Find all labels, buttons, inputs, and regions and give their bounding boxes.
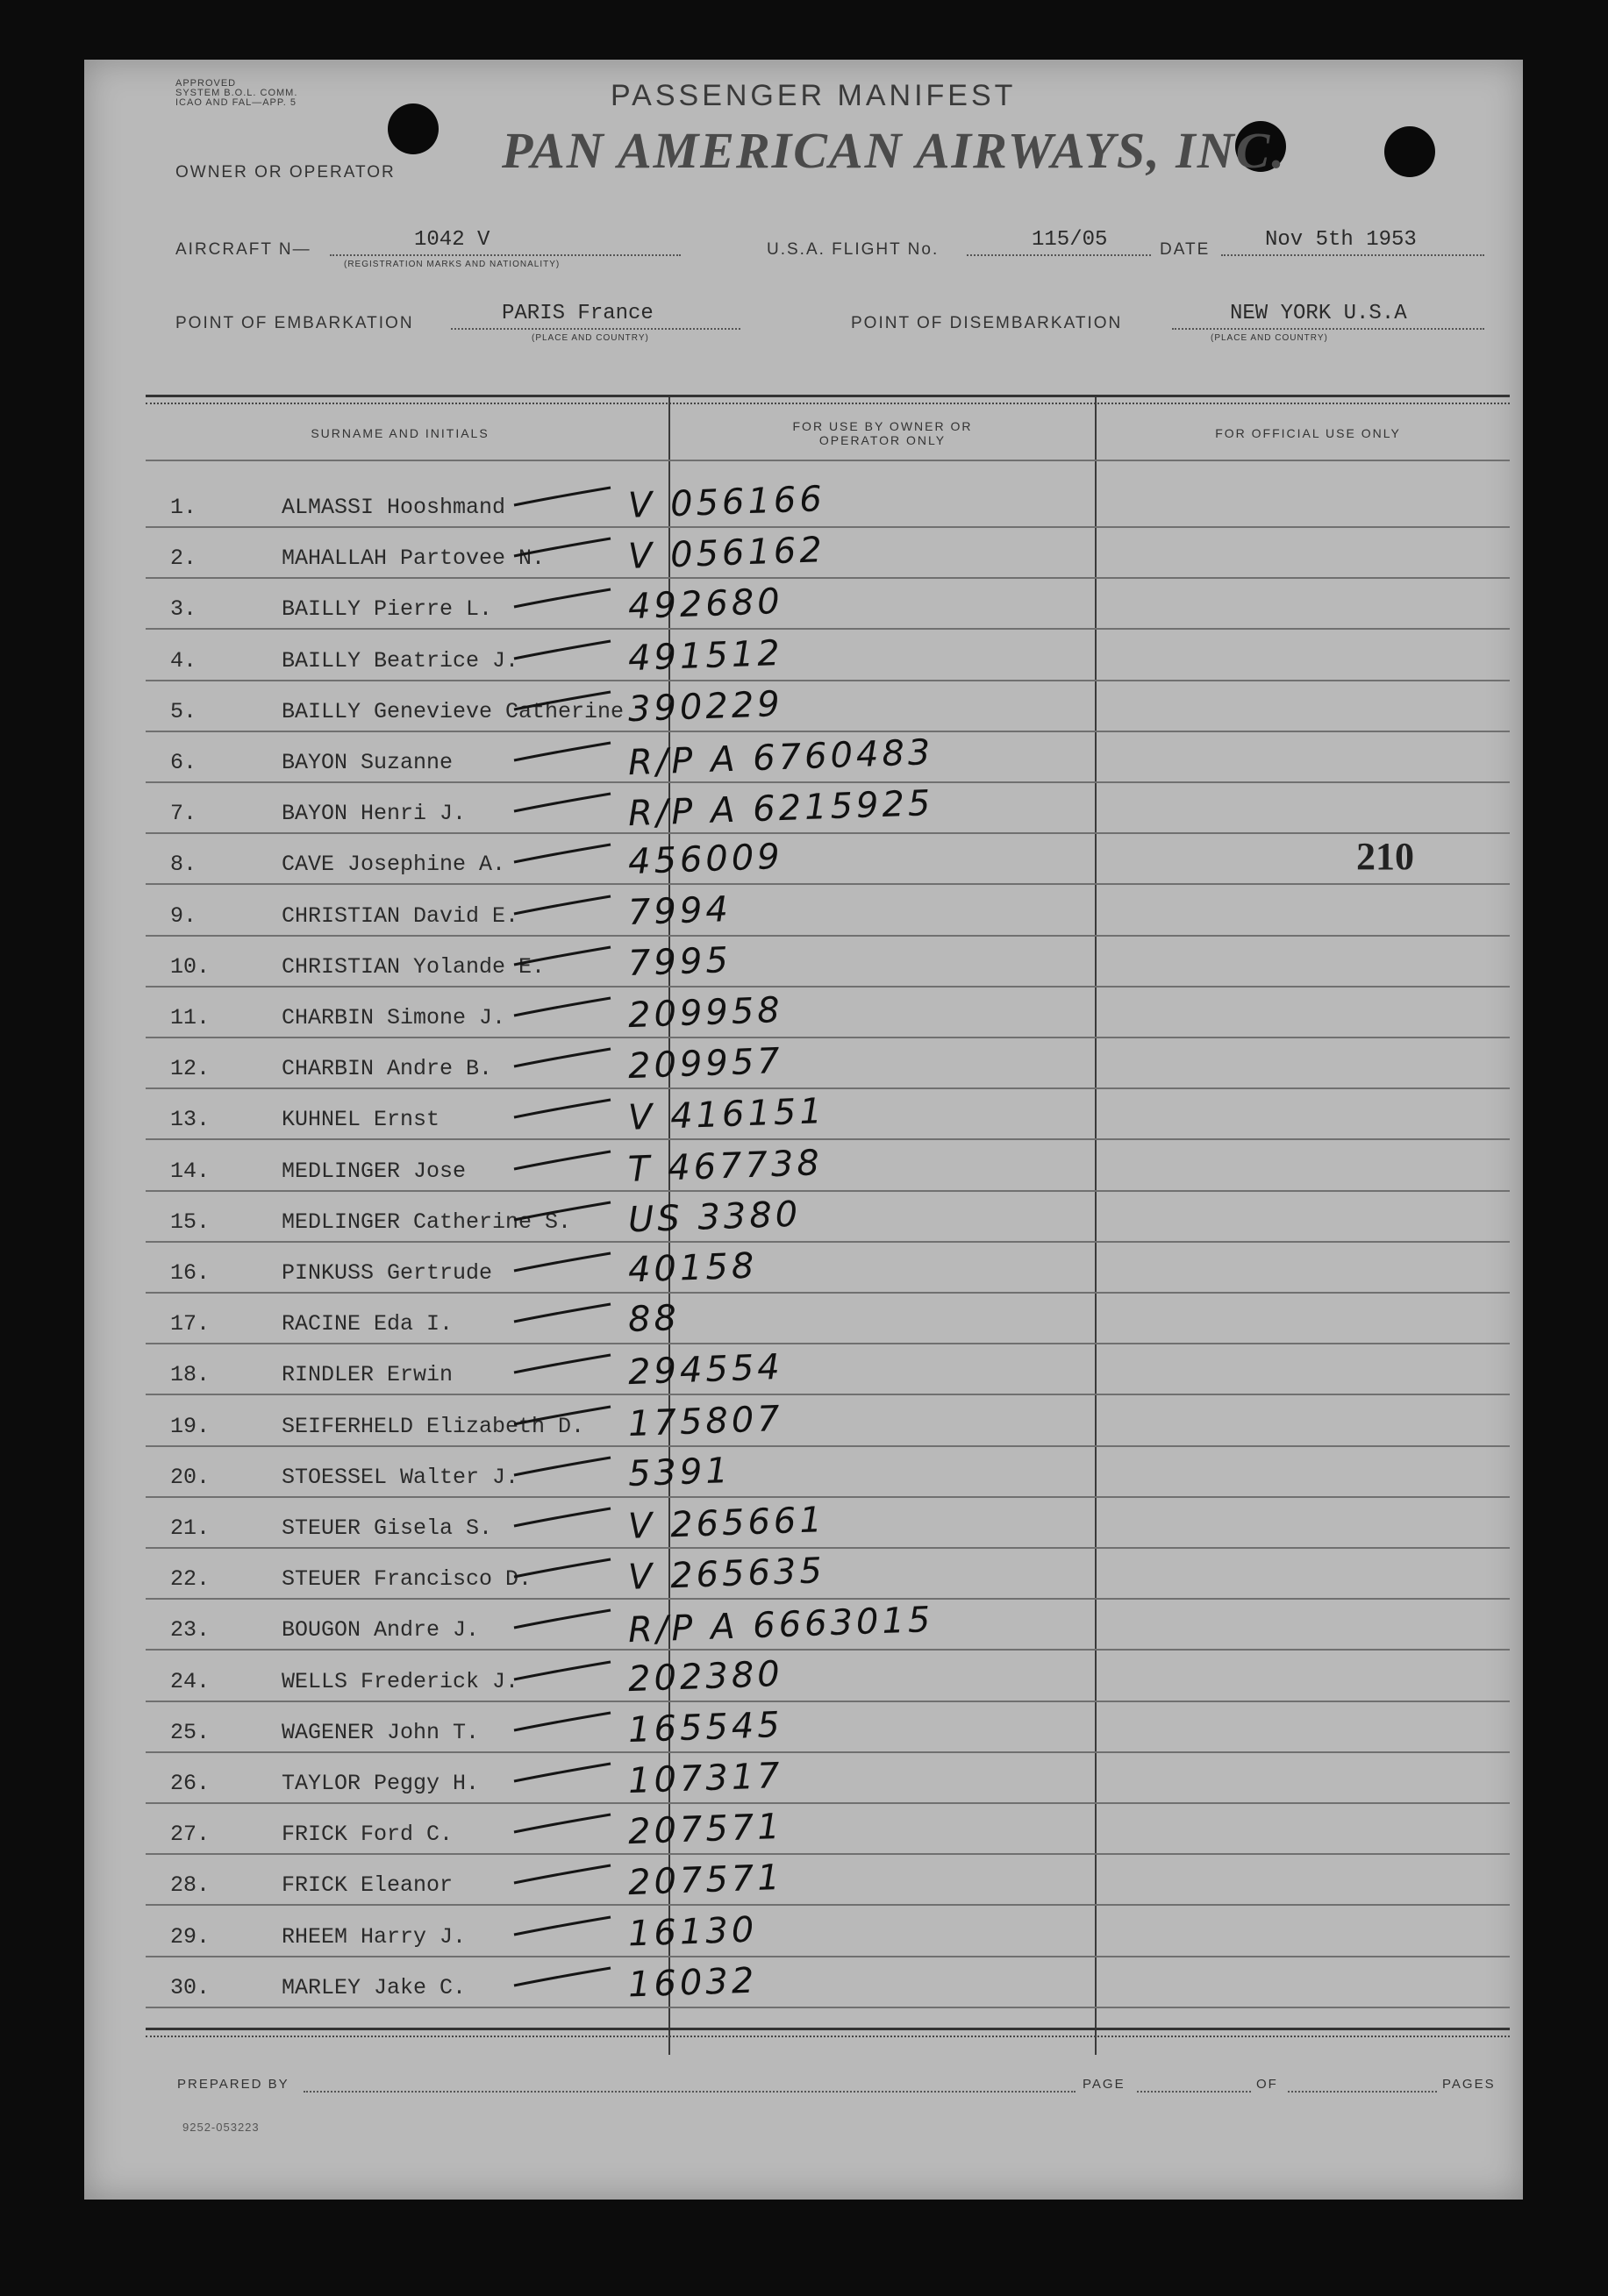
table-top-rule (146, 395, 1510, 404)
check-mark-icon (461, 1860, 615, 1886)
of-underline (1288, 2091, 1437, 2093)
table-row (146, 629, 1510, 681)
header-bottom-rule (146, 460, 1510, 461)
check-mark-icon (461, 1299, 615, 1325)
passport-number: V 056166 (627, 479, 826, 526)
passport-number: 7994 (627, 888, 733, 933)
table-bottom-rule (146, 2028, 1510, 2037)
passport-number: V 265661 (627, 1500, 826, 1547)
table-row (146, 1037, 1510, 1089)
table-row (146, 1547, 1510, 1600)
check-mark-icon (461, 1452, 615, 1479)
check-mark-icon (461, 687, 615, 713)
disembark-value: NEW YORK U.S.A (1230, 302, 1407, 325)
passport-number: V 265635 (627, 1551, 826, 1599)
aircraft-underline (330, 254, 681, 256)
passenger-name: BAILLY Genevieve Catherine (282, 698, 625, 724)
passport-number: T 467738 (627, 1142, 824, 1190)
passenger-name: FRICK Eleanor (282, 1872, 454, 1899)
date-label: DATE (1160, 240, 1211, 259)
passport-number: 5391 (627, 1450, 733, 1494)
table-row (146, 475, 1510, 528)
table-row (146, 781, 1510, 834)
check-mark-icon (461, 1197, 615, 1223)
passenger-name: BAYON Henri J. (282, 801, 467, 827)
disembark-sub: (PLACE AND COUNTRY) (1211, 333, 1328, 343)
passenger-name: CAVE Josephine A. (282, 852, 506, 878)
passport-number: 88 (627, 1298, 681, 1341)
row-number: 5. (170, 698, 197, 724)
check-mark-icon (461, 1912, 615, 1938)
row-number: 18. (170, 1362, 211, 1388)
row-number: 8. (170, 852, 197, 878)
row-number: 27. (170, 1822, 211, 1848)
row-number: 23. (170, 1617, 211, 1644)
table-row (146, 1343, 1510, 1395)
passenger-name: PINKUSS Gertrude (282, 1260, 493, 1286)
table-row (146, 1190, 1510, 1243)
check-mark-icon (461, 1758, 615, 1785)
passport-number: 40158 (627, 1245, 759, 1291)
row-number: 2. (170, 545, 197, 572)
passport-number: US 3380 (627, 1194, 802, 1241)
check-mark-icon (461, 1809, 615, 1836)
page-underline (1137, 2091, 1251, 2093)
table-row (146, 1598, 1510, 1651)
passenger-name: CHRISTIAN Yolande E. (282, 953, 546, 980)
row-number: 28. (170, 1872, 211, 1899)
passport-number: 492680 (627, 581, 784, 628)
row-number: 3. (170, 596, 197, 623)
table-row (146, 731, 1510, 783)
passenger-name: FRICK Ford C. (282, 1822, 454, 1848)
row-number: 9. (170, 902, 197, 929)
check-mark-icon (461, 482, 615, 509)
row-number: 6. (170, 750, 197, 775)
passport-number: 107317 (627, 1755, 784, 1802)
check-mark-icon (461, 1708, 615, 1734)
table-row (146, 1394, 1510, 1447)
form-number: 9252-053223 (182, 2121, 260, 2134)
passenger-name: RACINE Eda I. (282, 1311, 454, 1337)
col-header-name: SURNAME AND INITIALS (311, 426, 490, 440)
table-row (146, 832, 1510, 885)
table-row (146, 1956, 1510, 2008)
passenger-name: STOESSEL Walter J. (282, 1464, 519, 1490)
embark-value: PARIS France (502, 302, 654, 325)
flight-value: 115/05 (1032, 228, 1108, 252)
passenger-name: MARLEY Jake C. (282, 1974, 467, 2000)
table-row (146, 1853, 1510, 1906)
passenger-name: BAILLY Pierre L. (282, 596, 493, 623)
row-number: 14. (170, 1158, 211, 1184)
of-label: OF (1256, 2077, 1278, 2092)
row-number: 12. (170, 1056, 211, 1082)
row-number: 13. (170, 1107, 211, 1133)
passport-number: R/P A 6215925 (627, 783, 935, 835)
embark-sub: (PLACE AND COUNTRY) (532, 333, 649, 343)
passenger-name: STEUER Francisco D. (282, 1566, 532, 1593)
passenger-name: MEDLINGER Catherine S. (282, 1209, 572, 1235)
passenger-name: RHEEM Harry J. (282, 1923, 467, 1950)
check-mark-icon (461, 533, 615, 560)
passport-number: 7995 (627, 939, 733, 984)
passport-number: 209957 (627, 1041, 784, 1087)
passport-number: 16130 (627, 1909, 759, 1955)
embark-label: POINT OF EMBARKATION (175, 314, 414, 332)
row-number: 1. (170, 495, 197, 520)
check-mark-icon (461, 839, 615, 866)
table-row (146, 935, 1510, 988)
passport-number: 209958 (627, 989, 784, 1037)
check-mark-icon (461, 1401, 615, 1428)
table-row (146, 1496, 1510, 1549)
check-mark-icon (461, 1248, 615, 1274)
check-mark-icon (461, 584, 615, 610)
row-number: 10. (170, 953, 211, 980)
manifest-sheet (84, 60, 1523, 2200)
company-name: PAN AMERICAN AIRWAYS, INC. (502, 122, 1286, 179)
check-mark-icon (461, 1657, 615, 1683)
check-mark-icon (461, 1095, 615, 1121)
table-row (146, 884, 1510, 937)
prepared-underline (304, 2091, 1076, 2093)
row-number: 29. (170, 1923, 211, 1950)
row-number: 15. (170, 1209, 211, 1235)
row-number: 16. (170, 1260, 211, 1286)
passenger-name: WELLS Frederick J. (282, 1668, 519, 1694)
check-mark-icon (461, 942, 615, 968)
table-row (146, 526, 1510, 579)
passenger-name: CHARBIN Andre B. (282, 1056, 493, 1082)
table-row (146, 1905, 1510, 1957)
table-row (146, 986, 1510, 1038)
passenger-name: ALMASSI Hooshmand (282, 495, 506, 520)
check-mark-icon (461, 993, 615, 1019)
table-row (146, 680, 1510, 732)
check-mark-icon (461, 1146, 615, 1173)
row-number: 25. (170, 1719, 211, 1745)
check-mark-icon (461, 1503, 615, 1529)
row-number: 7. (170, 801, 197, 827)
check-mark-icon (461, 788, 615, 815)
table-row (146, 1241, 1510, 1294)
table-row (146, 1139, 1510, 1192)
table-row (146, 1701, 1510, 1753)
approval-stamp: APPROVED SYSTEM B.O.L. COMM. ICAO AND FAL—APP. 5 (175, 78, 298, 108)
passenger-name: CHARBIN Simone J. (282, 1005, 506, 1030)
passport-number: 456009 (627, 837, 784, 883)
passport-number: V 416151 (627, 1091, 826, 1139)
check-mark-icon (461, 738, 615, 764)
row-number: 30. (170, 1974, 211, 2000)
row-number: 22. (170, 1566, 211, 1593)
check-mark-icon (461, 1605, 615, 1631)
official-entry: 210 (1356, 835, 1414, 879)
page-label: PAGE (1083, 2077, 1126, 2092)
passenger-name: RINDLER Erwin (282, 1362, 454, 1388)
passport-number: 294554 (627, 1347, 784, 1394)
check-mark-icon (461, 1554, 615, 1580)
passport-number: 16032 (627, 1960, 759, 2006)
check-mark-icon (461, 1350, 615, 1376)
passenger-name: CHRISTIAN David E. (282, 902, 519, 929)
date-underline (1221, 254, 1484, 256)
table-row (146, 1445, 1510, 1498)
passport-number: R/P A 6663015 (627, 1600, 935, 1651)
passenger-name: BAYON Suzanne (282, 750, 454, 775)
check-mark-icon (461, 891, 615, 917)
passport-number: 491512 (627, 632, 784, 679)
row-number: 26. (170, 1771, 211, 1796)
pages-label: PAGES (1442, 2077, 1496, 2092)
row-number: 17. (170, 1311, 211, 1337)
col-header-owner: FOR USE BY OWNER OR OPERATOR ONLY (792, 419, 973, 447)
passenger-name: SEIFERHELD Elizabeth D. (282, 1413, 585, 1439)
embark-underline (451, 328, 740, 330)
passport-number: R/P A 6760483 (627, 731, 935, 784)
table-row (146, 1087, 1510, 1140)
aircraft-value: 1042 V (414, 228, 490, 252)
row-number: 24. (170, 1668, 211, 1694)
check-mark-icon (461, 1963, 615, 1989)
passport-number: 175807 (627, 1398, 784, 1444)
passport-number: 207571 (627, 1857, 784, 1904)
passenger-name: KUHNEL Ernst (282, 1107, 440, 1133)
check-mark-icon (461, 1044, 615, 1070)
passport-number: 390229 (627, 683, 784, 730)
table-row (146, 1650, 1510, 1702)
row-number: 21. (170, 1515, 211, 1541)
passport-number: 207571 (627, 1807, 784, 1853)
check-mark-icon (461, 636, 615, 662)
col-header-official: FOR OFFICIAL USE ONLY (1215, 426, 1401, 440)
flight-underline (967, 254, 1151, 256)
disembark-underline (1172, 328, 1484, 330)
passenger-name: MAHALLAH Partovee N. (282, 545, 546, 572)
row-number: 20. (170, 1464, 211, 1490)
flight-label: U.S.A. FLIGHT No. (767, 240, 940, 259)
aircraft-label: AIRCRAFT N— (175, 240, 311, 259)
date-value: Nov 5th 1953 (1265, 228, 1417, 252)
disembark-label: POINT OF DISEMBARKATION (851, 314, 1123, 332)
passport-number: 202380 (627, 1653, 784, 1700)
owner-label: OWNER OR OPERATOR (175, 163, 396, 182)
passport-number: 165545 (627, 1704, 784, 1751)
passenger-name: STEUER Gisela S. (282, 1515, 493, 1541)
aircraft-sub: (REGISTRATION MARKS AND NATIONALITY) (344, 260, 561, 269)
passenger-name: WAGENER John T. (282, 1719, 480, 1745)
row-number: 19. (170, 1413, 211, 1439)
prepared-label: PREPARED BY (177, 2077, 289, 2092)
passenger-name: BAILLY Beatrice J. (282, 647, 519, 674)
punch-hole-icon (388, 103, 439, 154)
passenger-name: BOUGON Andre J. (282, 1617, 480, 1644)
table-row (146, 1802, 1510, 1855)
row-number: 4. (170, 647, 197, 674)
passport-number: V 056162 (627, 530, 826, 578)
table-row (146, 577, 1510, 630)
punch-hole-icon (1384, 126, 1435, 177)
table-row (146, 1751, 1510, 1804)
row-number: 11. (170, 1005, 211, 1030)
table-row (146, 1292, 1510, 1344)
passenger-name: MEDLINGER Jose (282, 1158, 467, 1184)
form-title: PASSENGER MANIFEST (611, 79, 1017, 112)
passenger-name: TAYLOR Peggy H. (282, 1771, 480, 1796)
